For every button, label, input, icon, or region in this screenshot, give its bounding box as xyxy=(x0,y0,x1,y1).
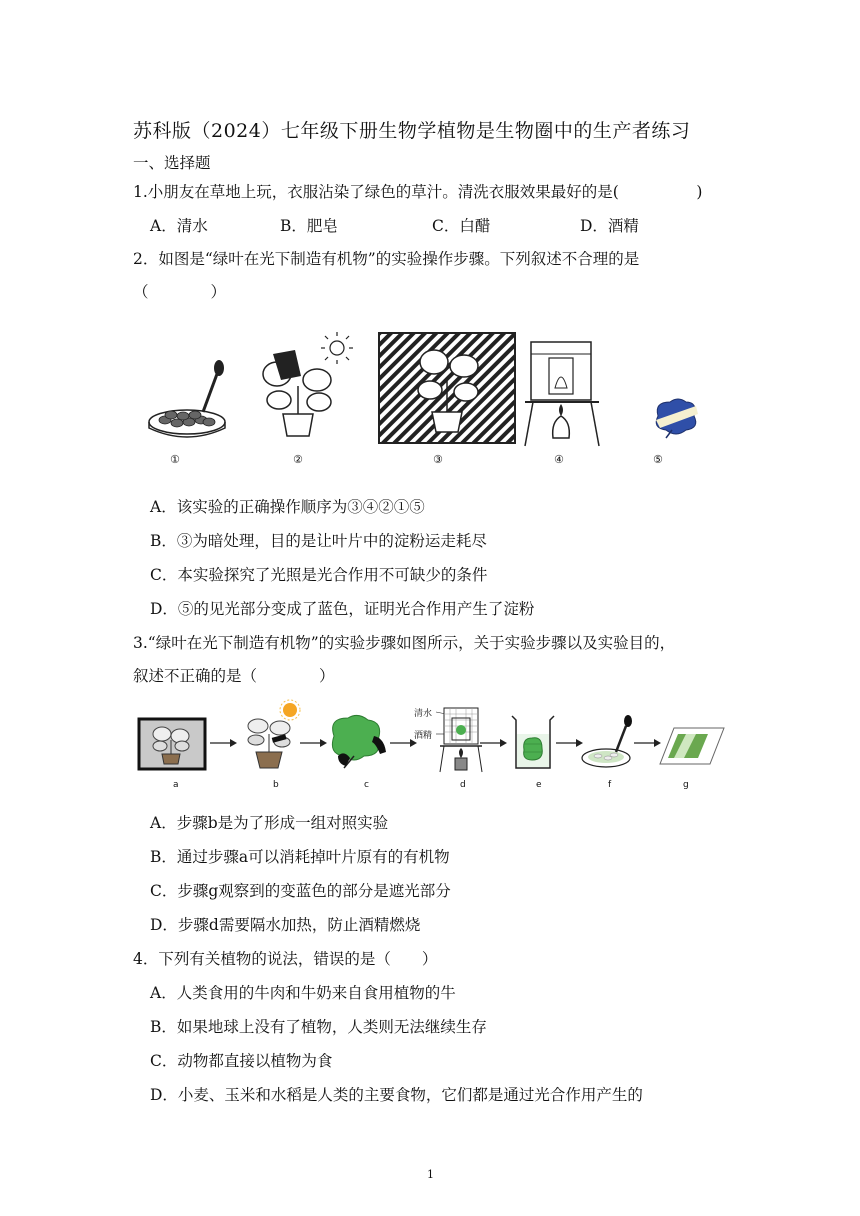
water-bath-heating-icon xyxy=(525,336,605,448)
water-label: 清水 xyxy=(414,709,433,719)
q2-figure-label-1: ① xyxy=(170,453,180,466)
water-bath-labeled-icon xyxy=(436,700,486,774)
q4-option-a: A．人类食用的牛肉和牛奶来自食用植物的牛 xyxy=(150,984,456,1002)
question-2-stem: 2．如图是“绿叶在光下制造有机物”的实验操作步骤。下列叙述不合理的是 xyxy=(133,250,640,268)
iodine-drop-dish-icon xyxy=(580,714,640,772)
arrow-icon xyxy=(634,738,662,748)
q4-option-b: B．如果地球上没有了植物，人类则无法继续生存 xyxy=(150,1018,487,1036)
q2-figure-label-2: ② xyxy=(293,453,303,466)
arrow-icon xyxy=(300,738,328,748)
q3-figure-label-c: c xyxy=(364,780,369,790)
question-3-stem-cont: 叙述不正确的是（ ） xyxy=(133,667,335,685)
stained-leaf-icon xyxy=(652,398,702,438)
q1-option-c: C．白醋 xyxy=(432,217,491,235)
q4-option-d: D．小麦、玉米和水稻是人类的主要食物，它们都是通过光合作用产生的 xyxy=(150,1086,643,1104)
q2-option-b: B．③为暗处理，目的是让叶片中的淀粉运走耗尽 xyxy=(150,532,487,550)
covered-leaf-plant-icon xyxy=(255,336,355,446)
q2-figure-label-4: ④ xyxy=(554,453,564,466)
q3-figure-label-e: e xyxy=(536,780,542,790)
q3-figure-label-b: b xyxy=(273,780,279,790)
result-leaf-slide-icon xyxy=(660,724,726,768)
q3-option-c: C．步骤g观察到的变蓝色的部分是遮光部分 xyxy=(150,882,451,900)
question-2-stem-cont: （ ） xyxy=(133,283,227,301)
alcohol-label: 酒精 xyxy=(414,731,433,741)
question-4-stem: 4．下列有关植物的说法，错误的是（ ） xyxy=(133,950,438,968)
q3-figure-label-f: f xyxy=(608,780,612,790)
sunlit-covered-plant-icon xyxy=(242,700,304,772)
page-title: 苏科版（2024）七年级下册生物学植物是生物圈中的生产者练习 xyxy=(133,120,691,142)
q2-option-a: A．该实验的正确操作顺序为③④②①⑤ xyxy=(150,498,425,516)
q3-figure-label-d: d xyxy=(460,780,466,790)
q2-option-d: D．⑤的见光部分变成了蓝色，证明光合作用产生了淀粉 xyxy=(150,600,535,618)
dark-treatment-box-icon xyxy=(378,332,516,444)
q3-option-b: B．通过步骤a可以消耗掉叶片原有的有机物 xyxy=(150,848,450,866)
q1-option-a: A．清水 xyxy=(150,217,208,235)
arrow-icon xyxy=(480,738,508,748)
q2-figure-label-3: ③ xyxy=(433,453,443,466)
q3-option-d: D．步骤d需要隔水加热，防止酒精燃烧 xyxy=(150,916,421,934)
q3-option-a: A．步骤b是为了形成一组对照实验 xyxy=(150,814,389,832)
q3-figure-label-a: a xyxy=(173,780,179,790)
question-3-stem: 3.“绿叶在光下制造有机物”的实验步骤如图所示，关于实验步骤以及实验目的， xyxy=(133,634,676,652)
section-heading: 一、选择题 xyxy=(133,154,211,172)
q1-option-d: D．酒精 xyxy=(580,217,639,235)
q2-figure-label-5: ⑤ xyxy=(653,453,663,466)
picked-leaf-icon xyxy=(326,712,390,770)
dark-box-plant-icon xyxy=(138,718,206,770)
beaker-rinse-icon xyxy=(510,714,556,772)
question-1-stem: 1.小朋友在草地上玩，衣服沾染了绿色的草汁。清洗衣服效果最好的是( ) xyxy=(133,183,703,201)
arrow-icon xyxy=(210,738,238,748)
q1-option-b: B．肥皂 xyxy=(280,217,338,235)
page-number: 1 xyxy=(427,1168,434,1181)
q3-figure-label-g: g xyxy=(683,780,689,790)
q2-option-c: C．本实验探究了光照是光合作用不可缺少的条件 xyxy=(150,566,488,584)
dropper-petri-dish-icon xyxy=(145,360,235,440)
q4-option-c: C．动物都直接以植物为食 xyxy=(150,1052,333,1070)
